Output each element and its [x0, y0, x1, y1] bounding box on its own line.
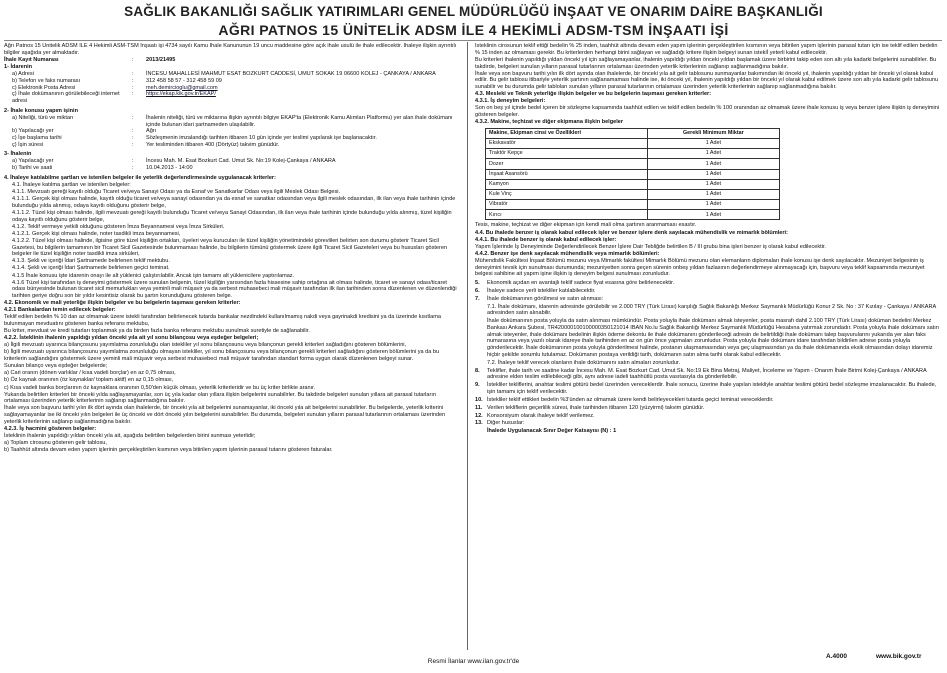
section-4-paragraph: 4.1. İhaleye katılma şartları ve istenilen belgeler: [12, 181, 131, 188]
footer [0, 653, 947, 673]
subject-c-row: c) İşe başlama tarihi : Sözleşmenin imzalandığı tarihten itibaren 10 gün içinde yer teslimi yapılarak işe başlanacaktır. [4, 135, 460, 142]
subject-b-label: b) Yapılacağı yer [12, 128, 54, 135]
right-paragraph: Son on beş yıl içinde bedel içeren bir sözleşme kapsamında taahhüt edilen ve teklif edilen bedelin % 100 oranından az olmamak üzere ihale konusu iş veya benzer işlere ilişkin iş deneyimini gösteren belgeler. [475, 105, 940, 118]
equipment-table [485, 128, 780, 221]
section-4-paragraph: Yukarıda belirtilen kriterleri bir önceki yılda sağlayamayanlar, son üç yıla kadar olan yıllara ilişkin belgelerini sunabilirler. Bu takdirde belgeleri sunulan yıllara ait parasal tutarların ortalaması üzerinden yeterlik kriterlerinin sağlanıp sağlanmadığına bakılır. [4, 391, 436, 405]
right-paragraph: Bu kriterleri ihalenin yapıldığı yıldan önceki yıl için sağlayamayanlar, ihalenin yapıldığı yıldan önceki yıldan başlamak üzere birbirini takip eden son altı yıla kadarki belgelerini sunabilirler. Bu takdirde, belgeleri sunulan yılların parasal tutarlarının ortalaması üzerinden yeterlik kriterlerinin sağlanıp sağlanmadığına bakılır. [475, 56, 937, 70]
subject-d-value: Yer tesliminden itibaren 400 (Dörtyüz) takvim günüdür. [146, 141, 280, 148]
clause-text: İstekliler teklif ettikleri bedelin %3'ünden az olmamak üzere kendi belirleyecekleri tutarda geçici teminat vereceklerdir. [487, 396, 774, 403]
equipment-qty: 1 Adet [647, 189, 779, 199]
tender-heading: 3- İhalenin [4, 151, 32, 158]
right-paragraph: Mühendislik Fakültesi İnşaat Bölümü mezunu veya Mimarlık fakültesi Mimarlık Bölümü mezunu olan elemanların diplomaları ihale konusu işe denk sayılacaktır. Mezuniyet belgesinin iş deneyimini tevsik için sunulması durumunda; mezuniyetten sonra geçen sürenin onbeş yıldan fazlasının değerlendirmeye alınmayacağı için, başvuru veya teklif kapsamında mezuniyet belgesi sahibine ait yapım işine ilişkin iş deneyim belgesi sunulması zorunludur. [475, 257, 925, 278]
section-4-paragraph: a) Cari oranın (dönen varlıklar / kısa vadeli borçlar) en az 0,75 olması, [4, 370, 176, 377]
right-paragraph: 4.3. Mesleki ve Teknik yeterliğe ilişkin belgeler ve bu belgelerin taşıması gereken kriterler: [475, 91, 712, 98]
equipment-row [486, 159, 780, 169]
admin-phone-row: b) Telefon ve faks numarası : 312 458 58 57 - 312 458 59 09 [4, 78, 460, 85]
subject-d-row: ç) İşin süresi : Yer tesliminden itibaren 400 (Dörtyüz) takvim günüdür. [4, 142, 460, 149]
equipment-row [486, 149, 780, 159]
section-4-criteria [4, 175, 460, 454]
numbered-clause [475, 420, 942, 427]
right-paragraph: 4.3.1. İş deneyim belgeleri: [475, 98, 546, 105]
section-4-paragraph: c) Kısa vadeli banka borçlarının öz kaynaklara oranının 0,50'den küçük olması, yeterlik kriterleridir ve bu üç kriter birlikte aranır. [4, 384, 316, 391]
section-4-paragraph: İsteklinin ihalenin yapıldığı yıldan önceki yıla ait, aşağıda belirtilen belgelerden birini sunması yeterlidir; [4, 433, 256, 439]
clause-number [475, 428, 487, 435]
clause-text: İhalede Uygulanacak Sınır Değer Katsayısı (N) : 1 [487, 428, 617, 435]
clause-text: 7.2. İhaleye teklif verecek olanların ihale dokümanını satın almaları zorunludur. [487, 359, 681, 366]
section-4-paragraph: 4.1.2.2. Tüzel kişi olması halinde, ilgisine göre tüzel kişiliğin ortakları, üyeleri veya kurucuları ile tüzel kişiliğin yönetimindeki görevlileri belirten son durumu gösterir Ticaret Sicil Gazetesi, bu bilgilerin tamamının bir Ticaret Sicil Gazetesinde bulunmaması halinde, bu bilgilerin tümünü göstermek üzere ilgili Ticaret Sicil Gazeteleri veya bu hususları gösteren belgeler ile tüzel kişiliğin noter tasdikli imza sirküleri, [12, 237, 448, 258]
right-paragraph: 4.4.1. Bu ihalede benzer iş olarak kabul edilecek işler: [475, 236, 617, 243]
subject-a-row: a) Niteliği, türü ve miktarı : İhalenin niteliği, türü ve miktarına ilişkin ayrıntılı bilgiye EKAP'ta (Elektronik Kamu Alımları Platformu) yer alan ihale dokümanı içinde bulunan idari şartnameden ulaşılabilir. [4, 115, 460, 128]
numbered-clause [475, 397, 942, 404]
section-4-paragraph: a) İlgili mevzuatı uyarınca bilançosunu yayımlatma zorunluluğu olan istekliler yıl sonu bilançosunu veya bilançonun gerekli kriterleri sağladığını gösteren bölümlerini, [4, 342, 407, 349]
tender-a-value: İncesu Mah. M. Esat Bozkurt Cad. Umut Sk. No:19 Kolej-Çankaya / ANKARA [146, 158, 336, 165]
tender-b-row: b) Tarihi ve saati : 10.04.2013 - 14:00 [4, 165, 460, 172]
admin-phone-label: b) Telefon ve faks numarası [12, 77, 81, 84]
column-divider [467, 42, 468, 650]
admin-web-label: ç) İhale dokümanının görülebileceği internet adresi [12, 91, 120, 105]
right-paragraph: İsteklinin cirosunun teklif ettiği bedelin % 25 inden, taahhüt altında devam eden yapım işlerinin gerçekleştirilen kısmının veya bitirilen yapım işlerinin parasal tutarı için ise teklif edilen bedelin % 15 inden az olmaması gerekir. Bu kriterlerden herhangi birini sağlayan ve sağladığı kritere ilişkin belgeyi sunan isteklİ yeterli kabul edilecektir. [475, 43, 938, 56]
section-4-paragraph: 4.1.1. Mevzuatı gereği kayıtlı olduğu Ticaret ve/veya Sanayi Odası ya da Esnaf ve Sanatkarlar Odası veya ilgili Meslek Odası Belgesi. [12, 189, 341, 196]
right-paragraph: Yapım İşlerinde İş Deneyiminde Değerlendirilecek Benzer İşlere Dair Tebliğde belirtilen B / III grubu bina işleri benzer iş olarak kabul edilecektir. [475, 243, 826, 250]
numbered-clause [475, 428, 942, 435]
equipment-row [486, 179, 780, 189]
admin-web-row: ç) İhale dokümanının görülebileceği internet adresi : https://ekap.kik.gov.tr/EKAP/ [4, 91, 460, 104]
footer-code: A.4000 [826, 653, 847, 660]
subject-c-label: c) İşe başlama tarihi [12, 134, 62, 141]
numbered-clause [475, 318, 942, 358]
section-4-paragraph: 4.1.5 İhale konusu işte idarenin onayı ile alt yüklenici çalıştırılabilir. Ancak işin tamamı alt yüklenicilere yaptırılamaz. [12, 272, 295, 279]
equipment-type: Kamyon [486, 179, 648, 189]
clause-number [475, 304, 487, 317]
clause-number: 11. [475, 404, 483, 411]
equipment-row [486, 200, 780, 210]
admin-address-value: İNCESU MAHALLESİ MAHMUT ESAT BOZKURT CADDESİ, UMUT SOKAK 19 06600 KOLEJ - ÇANKAYA / ANKARA [146, 71, 436, 78]
subject-a-value: İhalenin niteliği, türü ve miktarına ilişkin ayrıntılı bilgiye EKAP'ta (Elektronik Kamu Alımları Platformu) yer alan ihale dokümanı içinde bulunan idari şartnameden ulaşılabilir. [146, 114, 453, 128]
equipment-qty: 1 Adet [647, 179, 779, 189]
admin-email-row: c) Elektronik Posta Adresi : meh.demircioglu@gmail.com [4, 85, 460, 92]
admin-email-link[interactable]: meh.demircioglu@gmail.com [146, 84, 218, 91]
section-4-paragraph: 4.1.1.1. Gerçek kişi olması halinde, kayıtlı olduğu ticaret ve/veya sanayi odasından ya da esnaf ve sanatkar odasından veya ilgili meslek odasından, ilk ilan veya ihale tarihinin içinde bulunduğu yılda alınmış, odaya kayıtlı olduğunu gösterir belge, [12, 196, 456, 209]
clause-number: 13. [475, 420, 483, 427]
equipment-type: Dozer [486, 159, 648, 169]
tender-a-row: a) Yapılacağı yer : İncesu Mah. M. Esat Bozkurt Cad. Umut Sk. No:19 Kolej-Çankaya / ANKARA [4, 158, 460, 165]
equipment-col-type: Makine, Ekipman cinsi ve Özellikleri [486, 128, 648, 138]
equipment-row [486, 189, 780, 199]
admin-heading: 1- İdarenin [4, 64, 33, 71]
numbered-clause [475, 368, 942, 381]
numbered-clauses [475, 280, 942, 435]
clause-text: Teklifler, ihale tarih ve saatine kadar İncesu Mah. M. Esat Bozkurt Cad. Umut Sk. No:19 Ek Bina Metraj, Maliyet, İnceleme ve Yapım - Onarım İhale Birimi Kolej-Çankaya / ANKARA adresine elden teslim edilebileceği gibi, aynı adrese iadeli taahhütlü posta vasıtasıyla da gönderilebilir. [487, 367, 927, 381]
clause-number: 6. [475, 287, 480, 294]
header-project-title: AĞRI PATNOS 15 ÜNİTELİK ADSM İLE 4 HEKİMLİ ADSM-TSM İNŞAATI İŞİ [218, 22, 729, 38]
equipment-type: Vibratör [486, 200, 648, 210]
right-column [475, 43, 942, 647]
header-divider [4, 40, 942, 41]
section-4-paragraph: b) İlgili mevzuatı uyarınca bilançosunu yayımlatma zorunluluğu olmayan istekliler, yıl sonu bilançosunu veya bilançonun gerekli kriterleri sağladığını gösteren bölümlerini ya da bu kriterlerin sağlandığını göstermek üzere yeminli mali müşavir veya serbest muhasebeci mali müşavir tarafından standart forma uygun olarak düzenlenen belgeyi sunar. [4, 349, 440, 363]
numbered-clause [475, 360, 942, 367]
subject-heading: 2- İhale konusu yapım işinin [4, 107, 78, 114]
registry-value: 2013/21495 [146, 57, 176, 64]
equipment-table-header [486, 128, 780, 138]
intro-text: Ağrı Patnos 15 Ünitelik ADSM İLE 4 Hekimli ASM-TSM İnşaatı işi 4734 sayılı Kamu İhale Kanununun 19 uncu maddesine göre açık ihale usulü ile ihale edilecektir. İhaleye ilişkin ayrıntılı bilgiler aşağıda yer almaktadır. [4, 43, 457, 56]
admin-address-row: a) Adresi : İNCESU MAHALLESİ MAHMUT ESAT BOZKURT CADDESİ, UMUT SOKAK 19 06600 KOLEJ - ÇANKAYA / ANKARA [4, 71, 460, 78]
clause-text: Verilen tekliflerin geçerlilik süresi, ihale tarihinden itibaren 120 (yüzyirmi) takvim günüdür. [487, 404, 705, 411]
section-4-paragraph: Bu kriter, mevduat ve kredi tutarları toplanmak ya da birden fazla banka referans mektubu sunulmak suretiyle de sağlanabilir. [4, 328, 310, 335]
footer-bik-url[interactable]: www.bik.gov.tr [876, 653, 922, 660]
admin-email-label: c) Elektronik Posta Adresi [12, 84, 76, 91]
clause-number: 8. [475, 367, 480, 374]
section-4-paragraph: 4.1.1.2. Tüzel kişi olması halinde, ilgili mevzuatı gereği kayıtlı bulunduğu Ticaret ve/veya Sanayi Odasından, ilk ilan veya ihale tarihinin içinde bulunduğu yılda alınmış, tüzel kişiliğin odaya kayıtlı olduğunu gösterir belge, [12, 209, 452, 223]
admin-address-label: a) Adresi [12, 71, 34, 78]
right-paragraph: 4.3.2. Makine, teçhizat ve diğer ekipmana ilişkin belgeler [475, 119, 623, 126]
equipment-type: Ekskavatör [486, 138, 648, 148]
equipment-col-qty: Gerekli Minimum Miktar [647, 128, 779, 138]
tender-a-label: a) Yapılacağı yer [12, 158, 54, 165]
clause-number: 10. [475, 396, 483, 403]
right-paragraph: Tesis, makine, teçhizat ve diğer ekipman için kendi mali olma şartının aranmaması esastır. [475, 222, 697, 229]
equipment-qty: 1 Adet [647, 159, 779, 169]
left-column [4, 43, 460, 647]
right-paragraph: 4.4.2. Benzer işe denk sayılacak mühendislik veya mimarlık bölümleri: [475, 250, 660, 257]
header-ministry-title: SAĞLIK BAKANLIĞI SAĞLIK YATIRIMLARI GENEL MÜDÜRLÜĞÜ İNŞAAT VE ONARIM DAİRE BAŞKANLIĞI [124, 4, 823, 19]
equipment-row [486, 169, 780, 179]
equipment-qty: 1 Adet [647, 210, 779, 220]
right-paragraph: İhale veya son başvuru tarihi yılın ilk dört ayında olan ihalelerde, bir önceki yıla ait gelir tablosunu sunmayanlar bakımından iki önceki yıl, ihalenin yapıldığı yıldan bir önceki yıl olarak kabul edilir. Bu gelir tablosu itibariyle yeterlik şartının sağlanamaması halinde ise, iki önceki yıl, ihalenin yapıldığı yıldan bir önceki yıl olarak kabul edilmek üzere son altı yıla kadarki gelir tablosunu sunabilir ve bu durumda gelir tabloları sunulan yılların parasal tutarlarının ortalaması üzerinden yeterlik kriterlerinin sağlanıp sağlanmadığına bakılır. [475, 70, 939, 90]
clause-text: İhaleye sadece yerli istekliler katılabilecektir. [487, 287, 596, 294]
registry-row: İhale Kayıt Numarası : 2013/21495 [4, 57, 460, 64]
numbered-clause [475, 413, 942, 420]
section-4-paragraph: 4.2.1 Bankalardan temin edilecek belgeler: [4, 307, 116, 314]
numbered-clause [475, 405, 942, 412]
equipment-qty: 1 Adet [647, 200, 779, 210]
section-4-paragraph: 4.2. Ekonomik ve mali yeterliğe ilişkin belgeler ve bu belgelerin taşıması gereken kriterler: [4, 300, 241, 307]
section-4-paragraph: 4.2.2. İsteklinin ihalenin yapıldığı yıldan önceki yıla ait yıl sonu bilançosu veya eşdeğer belgeleri; [4, 335, 259, 342]
numbered-clause [475, 296, 942, 303]
footer-resmi-ilanlar: Resmi İlanlar www.ilan.gov.tr'de [427, 658, 520, 665]
clause-number: 12. [475, 412, 483, 419]
clause-text: Ekonomik açıdan en avantajlı teklif sadece fiyat esasına göre belirlenecektir. [487, 280, 675, 287]
admin-web-link[interactable]: https://ekap.kik.gov.tr/EKAP/ [146, 91, 216, 98]
subject-b-value: Ağrı [146, 128, 157, 135]
registry-label: İhale Kayıt Numarası [4, 57, 59, 64]
clause-text: Konsorsiyum olarak ihaleye teklif verilemez. [487, 412, 595, 419]
numbered-clause [475, 280, 942, 287]
tender-b-label: b) Tarihi ve saati [12, 165, 53, 172]
subject-a-label: a) Niteliği, türü ve miktarı [12, 114, 74, 121]
equipment-qty: 1 Adet [647, 169, 779, 179]
clause-number: 9. [475, 382, 480, 389]
numbered-clause [475, 304, 942, 317]
subject-c-value: Sözleşmenin imzalandığı tarihten itibaren 10 gün içinde yer teslimi yapılarak işe başlanacaktır. [146, 134, 377, 141]
subject-d-label: ç) İşin süresi [12, 141, 44, 148]
clause-text: İstekliler tekliflerini, anahtar teslimi götürü bedel üzerinden vereceklerdir. İhale sonucu, üzerine ihale yapılan istekliyle anahtar teslimi götürü bedel sözleşme imzalanacaktır. Bu ihalede, işin tamamı için teklif verilecektir. [487, 382, 937, 395]
clause-text: İhale dokümanının posta yoluyla da satın alınması mümkündür. Posta yoluyla ihale dokümanı almak isteyenler, posta masrafı dahil 2.100 TRY (Türk Lirası) doküman bedelini Merkez Bankası Ankara Şubesi, TR420000100100000350121014 IBAN No.lu Sağlık Bakanlığı Merkez Saymanlık Müdürlüğü Hesabına yatırmak zorundadır. Posta yoluyla ihale dokümanı satın almak isteyenler, ihale dokümanı bedelinin ilişkin ödeme dekontu ile ihale dokümanını gönderileceği adresin de belirtildiği ihale dokümanı talep başvurularını yukarıda yer alan faks numarasına veya yazılı olarak idareye ihale tarihinden en az on gün önce yapmaları zorunludur. Posta yoluyla ihale dokümanı idare tarafından bildirilen adrese posta yoluyla gönderilecektir. İhale dokümanının posta yoluyla gönderilmesi halinde, postanın ulaşmamasından veya geç ulaşmasından ya da ihale dokümanında eksik olmasından dolayı idaremiz hiçbir şekilde sorumlu tutulamaz. Dokümanın postaya verildiği tarih, dokümanın satın alma tarihi olarak kabul edilecektir. [487, 318, 939, 358]
clause-text: İhale dokümanının görülmesi ve satın alınması: [487, 295, 604, 302]
right-mid-paragraphs [475, 222, 942, 278]
tender-b-value: 10.04.2013 - 14:00 [146, 165, 193, 172]
equipment-type: Traktör Kepçe [486, 149, 648, 159]
section-4-paragraph: 4.1.4. Şekli ve içeriği İdari Şartnamede belirlenen geçici teminat. [12, 265, 170, 272]
section-4-paragraph: 4.2.3. İş hacmini gösteren belgeler: [4, 425, 97, 432]
equipment-qty: 1 Adet [647, 149, 779, 159]
equipment-type: İnşaat Asansörü [486, 169, 648, 179]
section-4-paragraph: 4.1.2.1. Gerçek kişi olması halinde, noter tasdikli imza beyannamesi, [12, 230, 181, 237]
section-4-paragraph: b) Taahhüt altında devam eden yapım işlerinin gerçekleştirilen kısmının veya bitirilen yapım işlerinin parasal tutarını gösteren faturalar. [4, 447, 333, 454]
clause-text: 7.1. İhale dokümanı, idarenin adresinde görülebilir ve 2.000 TRY (Türk Lirası) karşılığı Sağlık Bakanlığı Merkez Saymanlık Müdürlüğü Konur 2 Sk. No : 37 Kızılay - Çankaya / ANKARA adresinden satın alınabilir. [487, 303, 936, 317]
equipment-row [486, 210, 780, 220]
right-top-paragraphs [475, 43, 942, 126]
clause-number [475, 318, 487, 358]
numbered-clause [475, 382, 942, 395]
right-paragraph: 4.4. Bu ihalede benzer iş olarak kabul edilecek işler ve benzer işlere denk sayılacak mühendislik ve mimarlık bölümleri: [475, 229, 788, 236]
clause-number: 5. [475, 280, 480, 287]
section-4-paragraph: 4.1.3. Şekli ve içeriği İdari Şartnamede belirlenen teklif mektubu. [12, 258, 170, 265]
numbered-clause [475, 288, 942, 295]
clause-number: 7. [475, 295, 480, 302]
section-4-paragraph: Teklif edilen bedelin % 10 dan az olmamak üzere istekli tarafından belirlenecek tutarda bankalar nezdindeki kullanılmamış nakdi veya gayrinakdi kredisini ya da üzerinde kısıtlama bulunmayan mevduatını gösteren banka referans mektubu, [4, 314, 441, 328]
section-4-paragraph: İhale veya son başvuru tarihi yılın ilk dört ayında olan ihalelerde, bir önceki yıla ait belgelerini sunamayanlar, iki önceki yıla ait belgelerini sunabilirler. Bu belgelerde, yeterlik kriterini sağlayamayanlar ise iki önceki yılın belgeleri ile üç önceki ve dört önceki yılın belgelerini sunabilirler. Bu durumda, belgeleri sunulan yılların parasal tutarlarının ortalaması üzerinden yeterlik kriterlerinin sağlanıp sağlanmadığına bakılır. [4, 405, 446, 425]
equipment-row [486, 138, 780, 148]
subject-b-row: b) Yapılacağı yer : Ağrı [4, 128, 460, 135]
section-4-paragraph: 4.1.6 Tüzel kişi tarafından iş deneyimi göstermek üzere sunulan belgenin, tüzel kişiliğin yarısından fazla hissesine sahip ortağına ait olması halinde, ticaret ve sanayi odası/ticaret odası bünyesinde bulunan ticaret sicil memurlukları veya yeminli mali müşavir ya da serbest muhasebeci mali müşavir tarafından ilk ilan tarihinden sonra düzenlenen ve düzenlendiği tarihten geriye doğru son bir yıldır kesintisiz olarak bu şartın korunduğunu gösteren belge. [12, 279, 457, 300]
equipment-type: Kırıcı [486, 210, 648, 220]
admin-phone-value: 312 458 58 57 - 312 458 59 09 [146, 77, 222, 84]
section-4-paragraph: 4. İhaleye katılabilme şartları ve istenilen belgeler ile yeterlik değerlendirmesinde uygulanacak kriterler: [4, 174, 276, 181]
section-4-paragraph: 4.1.2. Teklif vermeye yetkili olduğunu gösteren İmza Beyannamesi veya İmza Sirküleri. [12, 223, 225, 230]
section-4-paragraph: b) Öz kaynak oranının (öz kaynaklar/ toplam aktif) en az 0,15 olması, [4, 377, 174, 384]
section-4-paragraph: Sunulan bilanço veya eşdeğer belgelerde; [4, 363, 108, 370]
clause-text: Diğer hususlar: [487, 420, 525, 427]
section-4-paragraph: a) Toplam cirosunu gösteren gelir tablosu, [4, 440, 107, 447]
clause-number [475, 360, 487, 367]
equipment-qty: 1 Adet [647, 138, 779, 148]
equipment-type: Kule Vinç [486, 189, 648, 199]
